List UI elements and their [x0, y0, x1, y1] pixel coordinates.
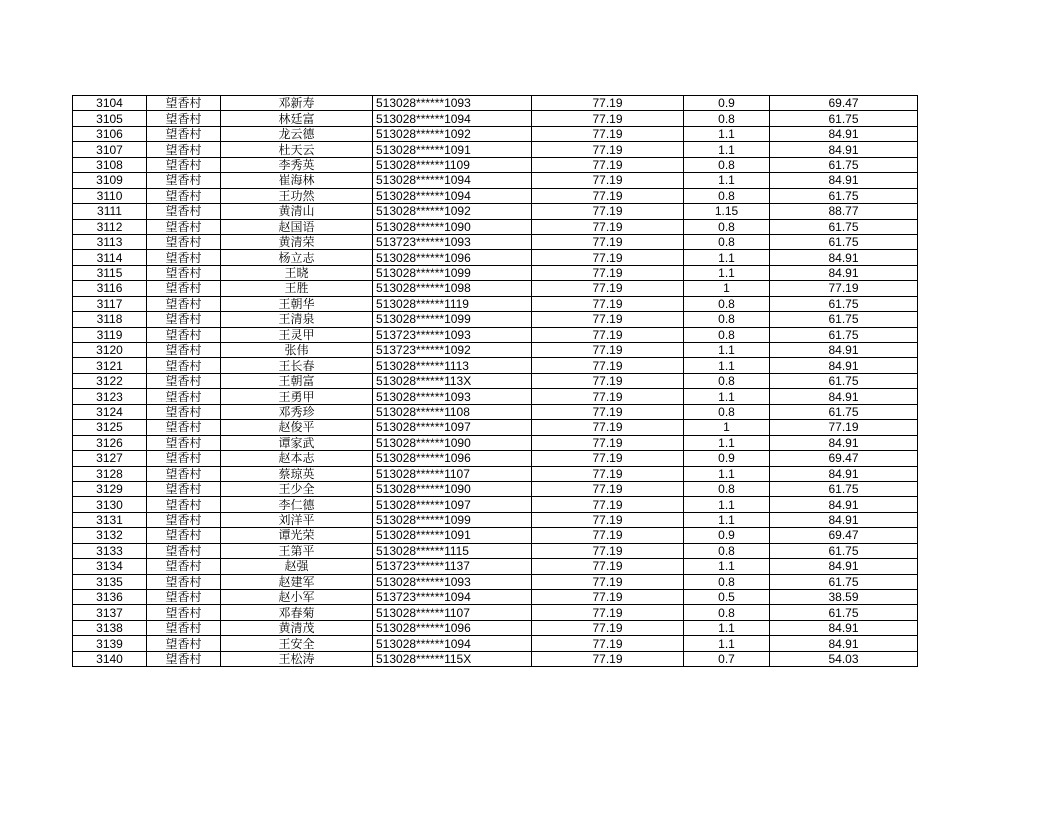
id-number-cell: 513723******1093: [373, 327, 532, 342]
id-number-cell: 513028******1092: [373, 126, 532, 141]
name-cell: 张伟: [221, 343, 373, 358]
name-cell: 赵本志: [221, 451, 373, 466]
name-cell: 邓秀珍: [221, 404, 373, 419]
amount-cell: 88.77: [770, 204, 918, 219]
coefficient-cell: 1.1: [684, 265, 770, 280]
coefficient-cell: 1.15: [684, 204, 770, 219]
name-cell: 邓新寿: [221, 96, 373, 111]
coefficient-cell: 1.1: [684, 497, 770, 512]
base-amount-cell: 77.19: [532, 605, 684, 620]
village-cell: 望香村: [147, 620, 221, 635]
seq-cell: 3122: [73, 373, 147, 388]
id-number-cell: 513028******1096: [373, 451, 532, 466]
village-cell: 望香村: [147, 219, 221, 234]
amount-cell: 61.75: [770, 481, 918, 496]
id-number-cell: 513028******1108: [373, 404, 532, 419]
name-cell: 林廷富: [221, 111, 373, 126]
amount-cell: 61.75: [770, 296, 918, 311]
village-cell: 望香村: [147, 265, 221, 280]
id-number-cell: 513028******1099: [373, 312, 532, 327]
amount-cell: 84.91: [770, 620, 918, 635]
coefficient-cell: 1.1: [684, 435, 770, 450]
base-amount-cell: 77.19: [532, 466, 684, 481]
coefficient-cell: 0.8: [684, 296, 770, 311]
coefficient-cell: 0.9: [684, 528, 770, 543]
coefficient-cell: 0.7: [684, 651, 770, 666]
base-amount-cell: 77.19: [532, 173, 684, 188]
village-cell: 望香村: [147, 605, 221, 620]
id-number-cell: 513028******1113: [373, 358, 532, 373]
table-row: [73, 559, 918, 574]
amount-cell: 84.91: [770, 636, 918, 651]
name-cell: 李仁德: [221, 497, 373, 512]
village-cell: 望香村: [147, 188, 221, 203]
data-table: [72, 95, 918, 667]
amount-cell: 84.91: [770, 559, 918, 574]
table-row: [73, 234, 918, 249]
coefficient-cell: 1.1: [684, 126, 770, 141]
base-amount-cell: 77.19: [532, 157, 684, 172]
seq-cell: 3109: [73, 173, 147, 188]
seq-cell: 3106: [73, 126, 147, 141]
base-amount-cell: 77.19: [532, 451, 684, 466]
id-number-cell: 513028******113X: [373, 373, 532, 388]
amount-cell: 69.47: [770, 451, 918, 466]
seq-cell: 3110: [73, 188, 147, 203]
village-cell: 望香村: [147, 296, 221, 311]
village-cell: 望香村: [147, 636, 221, 651]
id-number-cell: 513028******1109: [373, 157, 532, 172]
name-cell: 赵建军: [221, 574, 373, 589]
village-cell: 望香村: [147, 435, 221, 450]
name-cell: 王晓: [221, 265, 373, 280]
name-cell: 王灵甲: [221, 327, 373, 342]
table-row: [73, 327, 918, 342]
village-cell: 望香村: [147, 281, 221, 296]
seq-cell: 3108: [73, 157, 147, 172]
id-number-cell: 513028******1090: [373, 219, 532, 234]
base-amount-cell: 77.19: [532, 296, 684, 311]
seq-cell: 3131: [73, 512, 147, 527]
coefficient-cell: 1: [684, 420, 770, 435]
table-row: [73, 466, 918, 481]
name-cell: 谭光荣: [221, 528, 373, 543]
base-amount-cell: 77.19: [532, 250, 684, 265]
id-number-cell: 513028******1093: [373, 96, 532, 111]
table-row: [73, 219, 918, 234]
table-row: [73, 605, 918, 620]
name-cell: 谭家武: [221, 435, 373, 450]
coefficient-cell: 1.1: [684, 620, 770, 635]
base-amount-cell: 77.19: [532, 312, 684, 327]
table-row: [73, 157, 918, 172]
amount-cell: 61.75: [770, 111, 918, 126]
village-cell: 望香村: [147, 126, 221, 141]
coefficient-cell: 1.1: [684, 343, 770, 358]
base-amount-cell: 77.19: [532, 358, 684, 373]
table-row: [73, 142, 918, 157]
id-number-cell: 513028******1119: [373, 296, 532, 311]
id-number-cell: 513028******1096: [373, 620, 532, 635]
seq-cell: 3104: [73, 96, 147, 111]
amount-cell: 61.75: [770, 605, 918, 620]
amount-cell: 84.91: [770, 173, 918, 188]
village-cell: 望香村: [147, 651, 221, 666]
id-number-cell: 513028******1096: [373, 250, 532, 265]
name-cell: 杜天云: [221, 142, 373, 157]
seq-cell: 3133: [73, 543, 147, 558]
name-cell: 王少全: [221, 481, 373, 496]
seq-cell: 3117: [73, 296, 147, 311]
table-row: [73, 204, 918, 219]
table-row: [73, 543, 918, 558]
name-cell: 赵国语: [221, 219, 373, 234]
village-cell: 望香村: [147, 512, 221, 527]
amount-cell: 84.91: [770, 265, 918, 280]
coefficient-cell: 1.1: [684, 512, 770, 527]
name-cell: 黄清山: [221, 204, 373, 219]
coefficient-cell: 1: [684, 281, 770, 296]
base-amount-cell: 77.19: [532, 481, 684, 496]
base-amount-cell: 77.19: [532, 188, 684, 203]
id-number-cell: 513028******1090: [373, 481, 532, 496]
coefficient-cell: 0.8: [684, 327, 770, 342]
seq-cell: 3113: [73, 234, 147, 249]
base-amount-cell: 77.19: [532, 327, 684, 342]
name-cell: 杨立志: [221, 250, 373, 265]
base-amount-cell: 77.19: [532, 404, 684, 419]
id-number-cell: 513028******1107: [373, 605, 532, 620]
id-number-cell: 513028******1092: [373, 204, 532, 219]
coefficient-cell: 0.9: [684, 96, 770, 111]
id-number-cell: 513028******1093: [373, 389, 532, 404]
coefficient-cell: 1.1: [684, 559, 770, 574]
coefficient-cell: 0.8: [684, 373, 770, 388]
amount-cell: 61.75: [770, 219, 918, 234]
village-cell: 望香村: [147, 574, 221, 589]
coefficient-cell: 1.1: [684, 250, 770, 265]
base-amount-cell: 77.19: [532, 512, 684, 527]
name-cell: 王清泉: [221, 312, 373, 327]
base-amount-cell: 77.19: [532, 281, 684, 296]
table-row: [73, 574, 918, 589]
amount-cell: 84.91: [770, 358, 918, 373]
amount-cell: 84.91: [770, 343, 918, 358]
village-cell: 望香村: [147, 96, 221, 111]
amount-cell: 61.75: [770, 327, 918, 342]
amount-cell: 69.47: [770, 96, 918, 111]
amount-cell: 84.91: [770, 435, 918, 450]
base-amount-cell: 77.19: [532, 559, 684, 574]
village-cell: 望香村: [147, 404, 221, 419]
amount-cell: 84.91: [770, 389, 918, 404]
village-cell: 望香村: [147, 343, 221, 358]
id-number-cell: 513028******1099: [373, 265, 532, 280]
seq-cell: 3112: [73, 219, 147, 234]
amount-cell: 61.75: [770, 188, 918, 203]
table-row: [73, 265, 918, 280]
table-row: [73, 451, 918, 466]
coefficient-cell: 1.1: [684, 466, 770, 481]
table-row: [73, 281, 918, 296]
coefficient-cell: 1.1: [684, 389, 770, 404]
base-amount-cell: 77.19: [532, 96, 684, 111]
base-amount-cell: 77.19: [532, 343, 684, 358]
base-amount-cell: 77.19: [532, 651, 684, 666]
amount-cell: 61.75: [770, 312, 918, 327]
amount-cell: 61.75: [770, 157, 918, 172]
coefficient-cell: 1.1: [684, 173, 770, 188]
coefficient-cell: 0.8: [684, 234, 770, 249]
id-number-cell: 513028******1098: [373, 281, 532, 296]
village-cell: 望香村: [147, 157, 221, 172]
village-cell: 望香村: [147, 312, 221, 327]
table-row: [73, 358, 918, 373]
village-cell: 望香村: [147, 204, 221, 219]
seq-cell: 3139: [73, 636, 147, 651]
id-number-cell: 513028******1097: [373, 497, 532, 512]
amount-cell: 69.47: [770, 528, 918, 543]
table-row: [73, 636, 918, 651]
table-row: [73, 435, 918, 450]
seq-cell: 3138: [73, 620, 147, 635]
amount-cell: 61.75: [770, 574, 918, 589]
seq-cell: 3123: [73, 389, 147, 404]
name-cell: 赵小军: [221, 590, 373, 605]
id-number-cell: 513028******1091: [373, 142, 532, 157]
base-amount-cell: 77.19: [532, 590, 684, 605]
seq-cell: 3124: [73, 404, 147, 419]
name-cell: 邓春菊: [221, 605, 373, 620]
table-row: [73, 512, 918, 527]
coefficient-cell: 0.8: [684, 111, 770, 126]
name-cell: 蔡琼英: [221, 466, 373, 481]
coefficient-cell: 0.8: [684, 157, 770, 172]
seq-cell: 3121: [73, 358, 147, 373]
table-row: [73, 96, 918, 111]
seq-cell: 3125: [73, 420, 147, 435]
table-row: [73, 497, 918, 512]
coefficient-cell: 0.8: [684, 574, 770, 589]
base-amount-cell: 77.19: [532, 142, 684, 157]
base-amount-cell: 77.19: [532, 543, 684, 558]
amount-cell: 77.19: [770, 420, 918, 435]
coefficient-cell: 0.8: [684, 543, 770, 558]
coefficient-cell: 0.5: [684, 590, 770, 605]
seq-cell: 3118: [73, 312, 147, 327]
table-body: [73, 96, 918, 667]
base-amount-cell: 77.19: [532, 574, 684, 589]
amount-cell: 54.03: [770, 651, 918, 666]
name-cell: 王安全: [221, 636, 373, 651]
table-row: [73, 481, 918, 496]
base-amount-cell: 77.19: [532, 204, 684, 219]
coefficient-cell: 0.8: [684, 219, 770, 234]
table-row: [73, 126, 918, 141]
seq-cell: 3129: [73, 481, 147, 496]
id-number-cell: 513723******1093: [373, 234, 532, 249]
name-cell: 黄清荣: [221, 234, 373, 249]
id-number-cell: 513028******1115: [373, 543, 532, 558]
amount-cell: 84.91: [770, 466, 918, 481]
village-cell: 望香村: [147, 497, 221, 512]
table-row: [73, 173, 918, 188]
id-number-cell: 513723******1137: [373, 559, 532, 574]
seq-cell: 3120: [73, 343, 147, 358]
seq-cell: 3126: [73, 435, 147, 450]
name-cell: 黄清茂: [221, 620, 373, 635]
name-cell: 王功然: [221, 188, 373, 203]
table-row: [73, 188, 918, 203]
name-cell: 王勇甲: [221, 389, 373, 404]
village-cell: 望香村: [147, 481, 221, 496]
seq-cell: 3137: [73, 605, 147, 620]
base-amount-cell: 77.19: [532, 497, 684, 512]
amount-cell: 84.91: [770, 126, 918, 141]
coefficient-cell: 1.1: [684, 358, 770, 373]
id-number-cell: 513028******1094: [373, 111, 532, 126]
name-cell: 王长春: [221, 358, 373, 373]
base-amount-cell: 77.19: [532, 234, 684, 249]
id-number-cell: 513028******1091: [373, 528, 532, 543]
base-amount-cell: 77.19: [532, 620, 684, 635]
coefficient-cell: 1.1: [684, 636, 770, 651]
amount-cell: 61.75: [770, 373, 918, 388]
seq-cell: 3111: [73, 204, 147, 219]
base-amount-cell: 77.19: [532, 528, 684, 543]
id-number-cell: 513028******1099: [373, 512, 532, 527]
id-number-cell: 513028******1090: [373, 435, 532, 450]
table-row: [73, 250, 918, 265]
name-cell: 王第平: [221, 543, 373, 558]
seq-cell: 3130: [73, 497, 147, 512]
village-cell: 望香村: [147, 451, 221, 466]
seq-cell: 3128: [73, 466, 147, 481]
village-cell: 望香村: [147, 420, 221, 435]
base-amount-cell: 77.19: [532, 111, 684, 126]
seq-cell: 3105: [73, 111, 147, 126]
base-amount-cell: 77.19: [532, 435, 684, 450]
table-row: [73, 296, 918, 311]
coefficient-cell: 0.8: [684, 605, 770, 620]
base-amount-cell: 77.19: [532, 126, 684, 141]
seq-cell: 3136: [73, 590, 147, 605]
table-row: [73, 420, 918, 435]
table-row: [73, 404, 918, 419]
coefficient-cell: 0.8: [684, 312, 770, 327]
table-row: [73, 373, 918, 388]
coefficient-cell: 0.8: [684, 481, 770, 496]
amount-cell: 84.91: [770, 497, 918, 512]
table-row: [73, 389, 918, 404]
table-row: [73, 312, 918, 327]
name-cell: 王朝富: [221, 373, 373, 388]
village-cell: 望香村: [147, 358, 221, 373]
name-cell: 赵强: [221, 559, 373, 574]
village-cell: 望香村: [147, 528, 221, 543]
name-cell: 赵俊平: [221, 420, 373, 435]
coefficient-cell: 0.8: [684, 188, 770, 203]
id-number-cell: 513723******1092: [373, 343, 532, 358]
base-amount-cell: 77.19: [532, 389, 684, 404]
village-cell: 望香村: [147, 327, 221, 342]
id-number-cell: 513723******1094: [373, 590, 532, 605]
amount-cell: 38.59: [770, 590, 918, 605]
id-number-cell: 513028******1094: [373, 173, 532, 188]
seq-cell: 3119: [73, 327, 147, 342]
seq-cell: 3115: [73, 265, 147, 280]
village-cell: 望香村: [147, 111, 221, 126]
village-cell: 望香村: [147, 559, 221, 574]
table-row: [73, 651, 918, 666]
seq-cell: 3116: [73, 281, 147, 296]
base-amount-cell: 77.19: [532, 265, 684, 280]
amount-cell: 61.75: [770, 404, 918, 419]
village-cell: 望香村: [147, 389, 221, 404]
village-cell: 望香村: [147, 234, 221, 249]
village-cell: 望香村: [147, 373, 221, 388]
amount-cell: 61.75: [770, 543, 918, 558]
name-cell: 王胜: [221, 281, 373, 296]
village-cell: 望香村: [147, 173, 221, 188]
seq-cell: 3134: [73, 559, 147, 574]
village-cell: 望香村: [147, 543, 221, 558]
amount-cell: 84.91: [770, 512, 918, 527]
table-row: [73, 111, 918, 126]
name-cell: 王朝华: [221, 296, 373, 311]
base-amount-cell: 77.19: [532, 219, 684, 234]
name-cell: 李秀英: [221, 157, 373, 172]
id-number-cell: 513028******1097: [373, 420, 532, 435]
base-amount-cell: 77.19: [532, 636, 684, 651]
table-row: [73, 343, 918, 358]
name-cell: 龙云德: [221, 126, 373, 141]
amount-cell: 84.91: [770, 142, 918, 157]
id-number-cell: 513028******1107: [373, 466, 532, 481]
amount-cell: 84.91: [770, 250, 918, 265]
village-cell: 望香村: [147, 590, 221, 605]
base-amount-cell: 77.19: [532, 420, 684, 435]
seq-cell: 3114: [73, 250, 147, 265]
table-row: [73, 590, 918, 605]
amount-cell: 77.19: [770, 281, 918, 296]
coefficient-cell: 0.9: [684, 451, 770, 466]
id-number-cell: 513028******115X: [373, 651, 532, 666]
seq-cell: 3132: [73, 528, 147, 543]
table-row: [73, 620, 918, 635]
name-cell: 刘洋平: [221, 512, 373, 527]
village-cell: 望香村: [147, 250, 221, 265]
id-number-cell: 513028******1094: [373, 636, 532, 651]
id-number-cell: 513028******1094: [373, 188, 532, 203]
village-cell: 望香村: [147, 142, 221, 157]
base-amount-cell: 77.19: [532, 373, 684, 388]
name-cell: 王松涛: [221, 651, 373, 666]
coefficient-cell: 0.8: [684, 404, 770, 419]
seq-cell: 3135: [73, 574, 147, 589]
amount-cell: 61.75: [770, 234, 918, 249]
coefficient-cell: 1.1: [684, 142, 770, 157]
id-number-cell: 513028******1093: [373, 574, 532, 589]
table-row: [73, 528, 918, 543]
seq-cell: 3107: [73, 142, 147, 157]
seq-cell: 3127: [73, 451, 147, 466]
name-cell: 崔海林: [221, 173, 373, 188]
village-cell: 望香村: [147, 466, 221, 481]
seq-cell: 3140: [73, 651, 147, 666]
